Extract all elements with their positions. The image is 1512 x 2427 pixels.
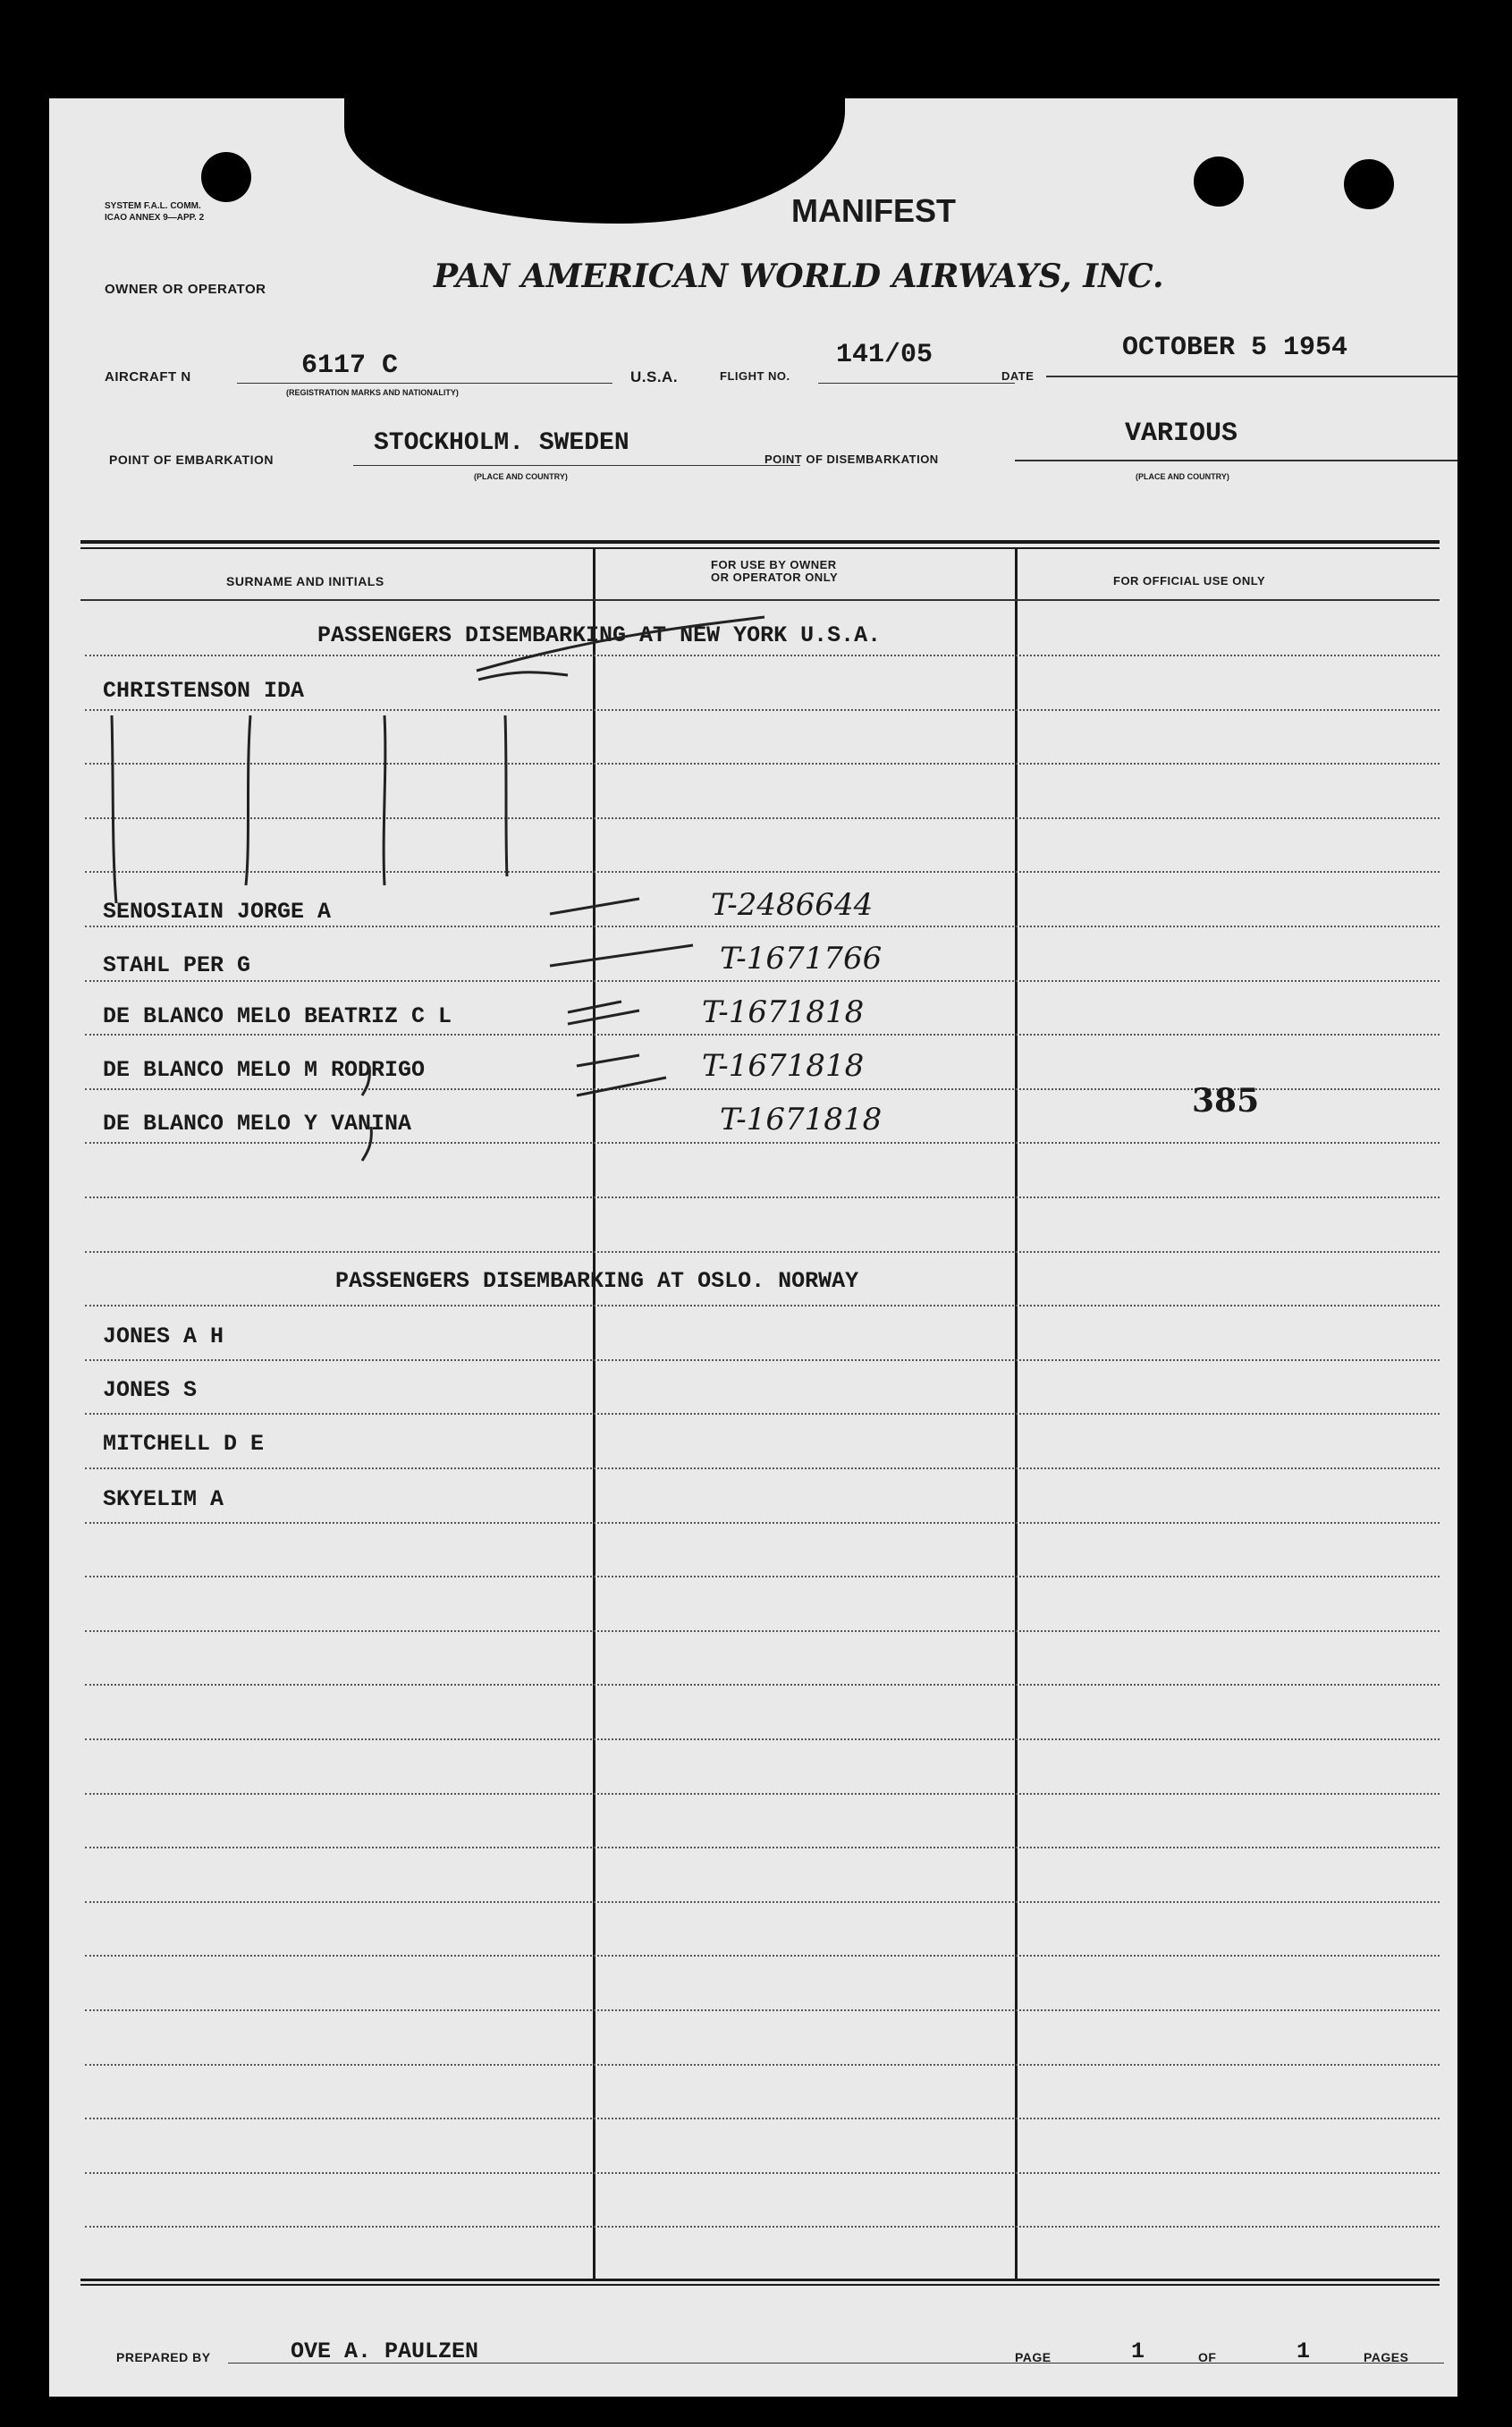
passenger-row: JONES A H xyxy=(103,1323,224,1349)
passenger-row: SKYELIM A xyxy=(103,1486,224,1512)
flight-value: 141/05 xyxy=(836,340,933,370)
passenger-row: STAHL PER G xyxy=(103,952,251,978)
flight-label: FLIGHT NO. xyxy=(720,369,790,383)
of-label: OF xyxy=(1198,2350,1217,2364)
system-ref: SYSTEM F.A.L. COMM. xyxy=(105,201,201,211)
passenger-row: DE BLANCO MELO M RODRIGO xyxy=(103,1057,426,1083)
disembark-label: POINT OF DISEMBARKATION xyxy=(764,452,939,466)
embark-sub: (PLACE AND COUNTRY) xyxy=(474,472,568,481)
owner-value: PAN AMERICAN WORLD AIRWAYS, INC. xyxy=(434,258,1164,295)
of-value: 1 xyxy=(1297,2338,1311,2364)
passenger-row: DE BLANCO MELO BEATRIZ C L xyxy=(103,1003,452,1029)
ticket-ref: T-1671766 xyxy=(720,941,883,977)
form-title: MANIFEST xyxy=(791,192,956,229)
passenger-row: CHRISTENSON IDA xyxy=(103,678,305,704)
section-ny-heading: PASSENGERS DISEMBARKING AT NEW YORK U.S.A. xyxy=(317,622,882,648)
passenger-row: MITCHELL D E xyxy=(103,1431,265,1457)
icao-ref: ICAO ANNEX 9—APP. 2 xyxy=(105,213,205,223)
owner-label: OWNER OR OPERATOR xyxy=(105,282,266,297)
disembark-sub: (PLACE AND COUNTRY) xyxy=(1136,472,1229,481)
passenger-row: SENOSIAIN JORGE A xyxy=(103,899,332,925)
hand-marks xyxy=(49,98,1457,2397)
nationality: U.S.A. xyxy=(630,368,679,385)
embark-value: STOCKHOLM. SWEDEN xyxy=(374,429,629,457)
manifest-sheet xyxy=(49,98,1457,2397)
page-label: PAGE xyxy=(1015,2350,1052,2364)
aircraft-label: AIRCRAFT N xyxy=(105,369,191,385)
prepared-label: PREPARED BY xyxy=(116,2350,211,2364)
ticket-ref: T-1671818 xyxy=(702,994,865,1030)
date-value: OCTOBER 5 1954 xyxy=(1122,333,1348,363)
passenger-row: JONES S xyxy=(103,1377,198,1403)
aircraft-sub: (REGISTRATION MARKS AND NATIONALITY) xyxy=(286,388,459,397)
ticket-ref: T-1671818 xyxy=(702,1048,865,1084)
ticket-ref: T-1671818 xyxy=(720,1102,883,1137)
section-oslo-heading: PASSENGERS DISEMBARKING AT OSLO. NORWAY xyxy=(335,1268,859,1294)
pages-label: PAGES xyxy=(1364,2350,1409,2364)
ticket-ref: T-2486644 xyxy=(711,887,874,923)
date-label: DATE xyxy=(1001,369,1035,383)
prepared-value: OVE A. PAULZEN xyxy=(291,2338,479,2364)
aircraft-value: 6117 C xyxy=(301,351,399,381)
page-value: 1 xyxy=(1131,2338,1145,2364)
official-note: 385 xyxy=(1192,1082,1260,1120)
passenger-row: DE BLANCO MELO Y VANINA xyxy=(103,1111,412,1137)
col-owner-use-2: OR OPERATOR ONLY xyxy=(711,571,839,584)
embark-label: POINT OF EMBARKATION xyxy=(109,452,274,467)
col-surname: SURNAME AND INITIALS xyxy=(226,574,384,588)
col-official: FOR OFFICIAL USE ONLY xyxy=(1113,574,1266,588)
disembark-value: VARIOUS xyxy=(1125,419,1238,449)
col-owner-use-1: FOR USE BY OWNER xyxy=(711,558,837,571)
